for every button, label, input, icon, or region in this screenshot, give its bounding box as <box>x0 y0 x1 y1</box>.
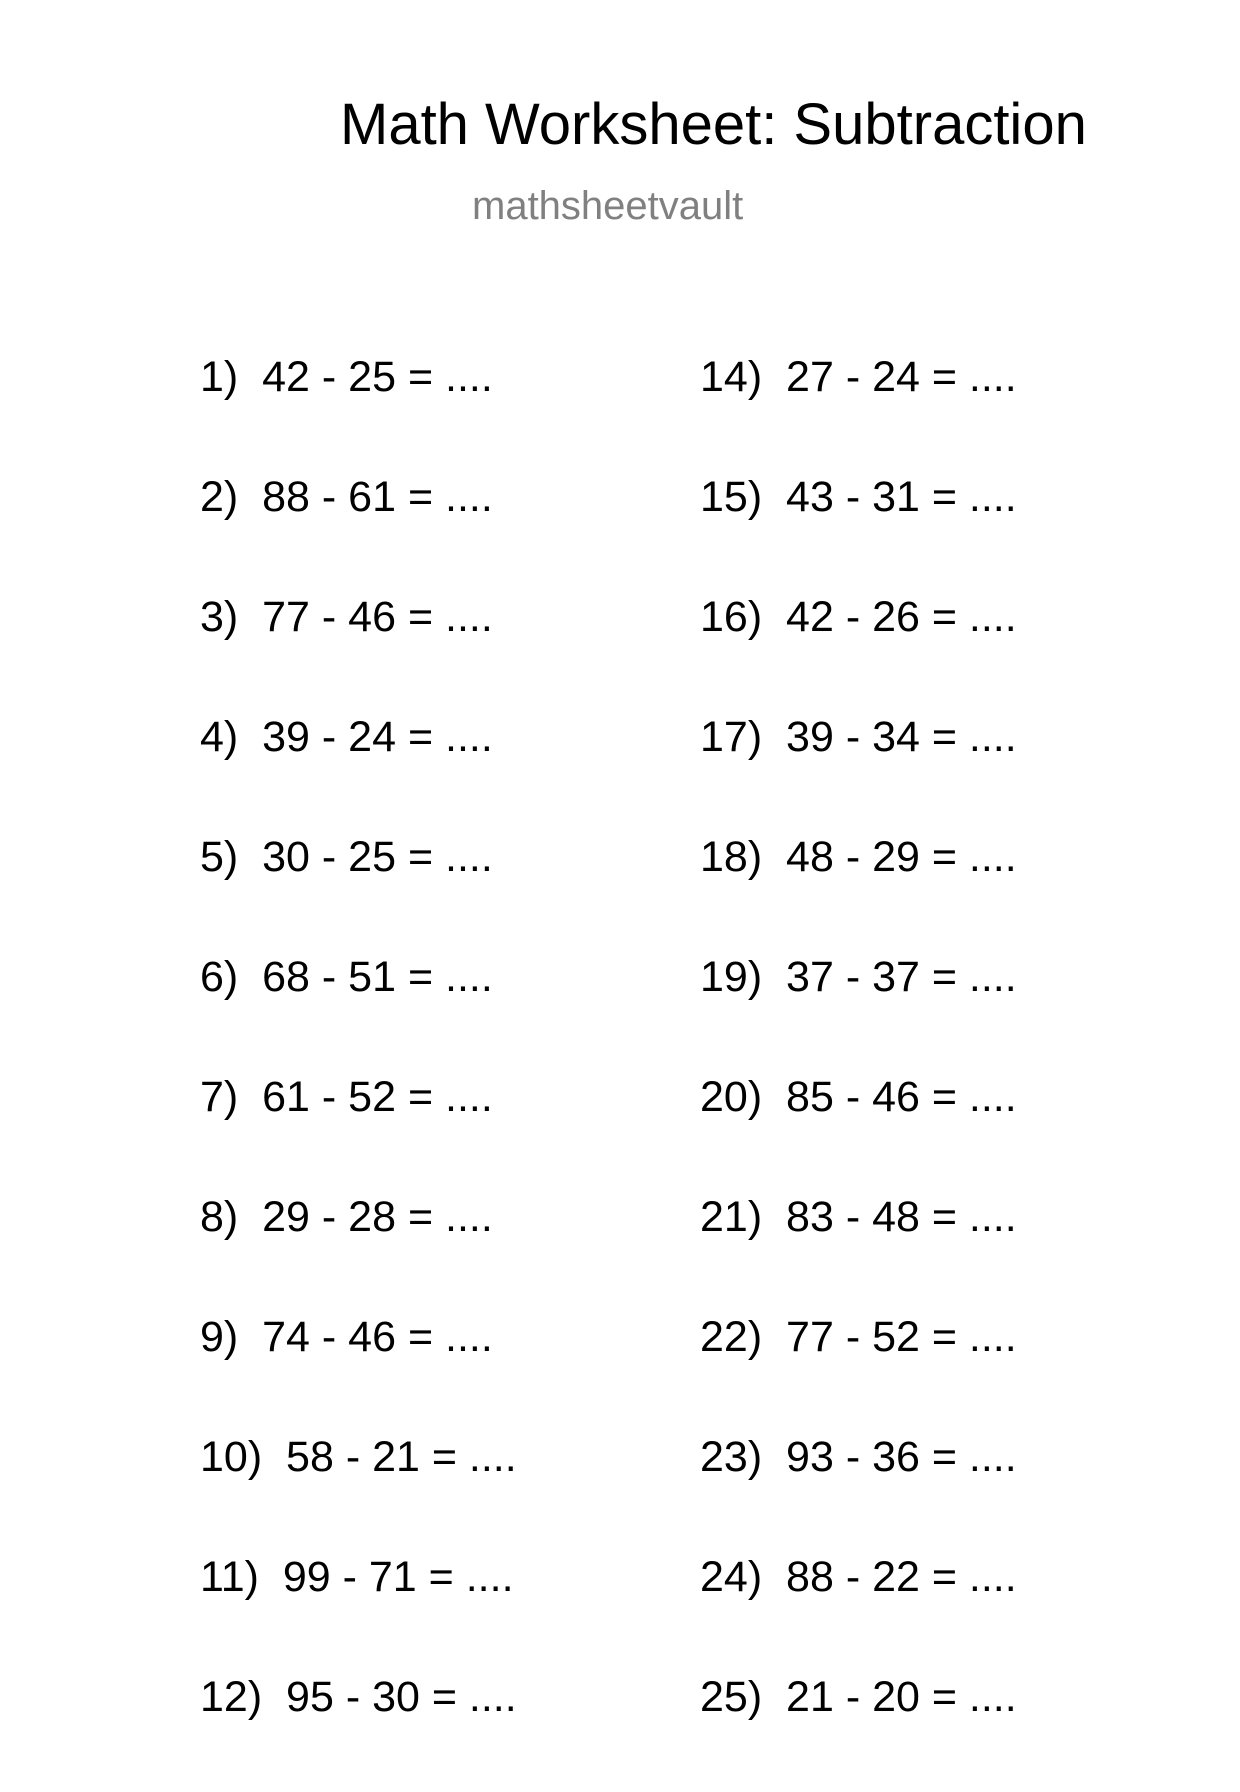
problem-item: 11) 99 - 71 = .... <box>200 1553 514 1601</box>
problem-item: 21) 83 - 48 = .... <box>700 1193 1017 1241</box>
problem-item: 12) 95 - 30 = .... <box>200 1673 517 1721</box>
problem-item: 8) 29 - 28 = .... <box>200 1193 493 1241</box>
problem-item: 15) 43 - 31 = .... <box>700 473 1017 521</box>
problem-item: 23) 93 - 36 = .... <box>700 1433 1017 1481</box>
problem-item: 2) 88 - 61 = .... <box>200 473 493 521</box>
problem-item: 18) 48 - 29 = .... <box>700 833 1017 881</box>
worksheet-source: mathsheetvault <box>472 184 744 228</box>
problem-item: 6) 68 - 51 = .... <box>200 953 493 1001</box>
problem-item: 9) 74 - 46 = .... <box>200 1313 493 1361</box>
problems-left-column <box>200 352 517 1792</box>
problem-item: 22) 77 - 52 = .... <box>700 1313 1017 1361</box>
problem-item: 7) 61 - 52 = .... <box>200 1073 493 1121</box>
problem-item: 20) 85 - 46 = .... <box>700 1073 1017 1121</box>
problem-item: 14) 27 - 24 = .... <box>700 353 1017 401</box>
problem-item: 24) 88 - 22 = .... <box>700 1553 1017 1601</box>
problem-item: 4) 39 - 24 = .... <box>200 713 493 761</box>
worksheet-title: Math Worksheet: Subtraction <box>340 92 1087 157</box>
problem-item: 16) 42 - 26 = .... <box>700 593 1017 641</box>
problem-item: 10) 58 - 21 = .... <box>200 1433 517 1481</box>
problem-item: 5) 30 - 25 = .... <box>200 833 493 881</box>
problems-right-column <box>700 352 1017 1792</box>
problem-item: 3) 77 - 46 = .... <box>200 593 493 641</box>
problem-item: 17) 39 - 34 = .... <box>700 713 1017 761</box>
problem-item: 25) 21 - 20 = .... <box>700 1673 1017 1721</box>
problem-item: 19) 37 - 37 = .... <box>700 953 1017 1001</box>
problem-item: 1) 42 - 25 = .... <box>200 353 493 401</box>
